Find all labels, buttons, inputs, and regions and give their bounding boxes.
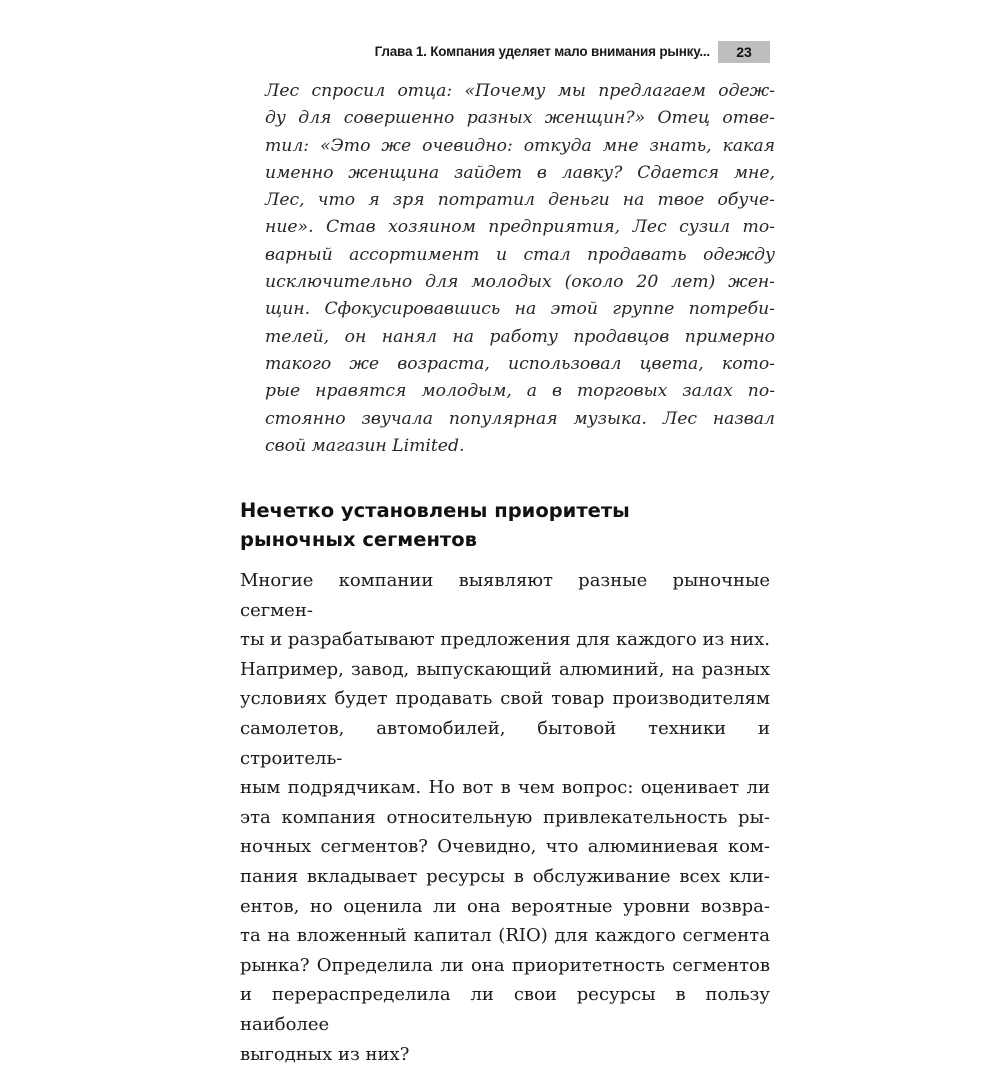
body-paragraph <box>240 566 770 1069</box>
quote-line: щин. Сфокусировавшись на этой группе потреби- <box>265 296 775 323</box>
quote-line: ду для совершенно разных женщин?» Отец отве- <box>265 105 775 132</box>
body-line: пания вкладывает ресурсы в обслуживание всех кли- <box>240 862 770 892</box>
body-line: выгодных из них? <box>240 1040 770 1069</box>
running-head <box>340 41 770 65</box>
quote-line: ние». Став хозяином предприятия, Лес сузил то- <box>265 214 775 241</box>
quote-line: такого же возраста, использовал цвета, кото- <box>265 351 775 378</box>
quote-line: исключительно для молодых (около 20 лет) жен- <box>265 269 775 296</box>
body-line: условиях будет продавать свой товар производителям <box>240 684 770 714</box>
body-line: ты и разрабатывают предложения для каждого из них. <box>240 625 770 655</box>
quote-line: варный ассортимент и стал продавать одежду <box>265 242 775 269</box>
body-line: ночных сегментов? Очевидно, что алюминиевая ком- <box>240 832 770 862</box>
page-number: 23 <box>718 41 770 63</box>
quote-line: Лес, что я зря потратил деньги на твое обуче- <box>265 187 775 214</box>
body-line: самолетов, автомобилей, бытовой техники и строитель- <box>240 714 770 773</box>
quote-line: свой магазин Limited. <box>265 433 775 460</box>
body-line: Многие компании выявляют разные рыночные сегмен- <box>240 566 770 625</box>
section-heading <box>240 496 780 554</box>
body-line: и перераспределила ли свои ресурсы в пользу наиболее <box>240 980 770 1039</box>
body-line: ным подрядчикам. Но вот в чем вопрос: оценивает ли <box>240 773 770 803</box>
quote-line: Лес спросил отца: «Почему мы предлагаем одеж- <box>265 78 775 105</box>
body-line: эта компания относительную привлекательность ры- <box>240 803 770 833</box>
quote-block <box>265 78 775 460</box>
body-line: рынка? Определила ли она приоритетность сегментов <box>240 951 770 981</box>
quote-line: рые нравятся молодым, а в торговых залах по- <box>265 378 775 405</box>
quote-line: тил: «Это же очевидно: откуда мне знать, какая <box>265 133 775 160</box>
body-line: та на вложенный капитал (RIO) для каждого сегмента <box>240 921 770 951</box>
section-heading-line: рыночных сегментов <box>240 525 780 554</box>
quote-line: телей, он нанял на работу продавцов примерно <box>265 324 775 351</box>
section-heading-line: Нечетко установлены приоритеты <box>240 496 780 525</box>
quote-line: стоянно звучала популярная музыка. Лес назвал <box>265 406 775 433</box>
quote-line: именно женщина зайдет в лавку? Сдается мне, <box>265 160 775 187</box>
running-head-title: Глава 1. Компания уделяет мало внимания рынку... <box>375 44 710 59</box>
body-line: ентов, но оценила ли она вероятные уровни возвра- <box>240 892 770 922</box>
body-line: Например, завод, выпускающий алюминий, на разных <box>240 655 770 685</box>
